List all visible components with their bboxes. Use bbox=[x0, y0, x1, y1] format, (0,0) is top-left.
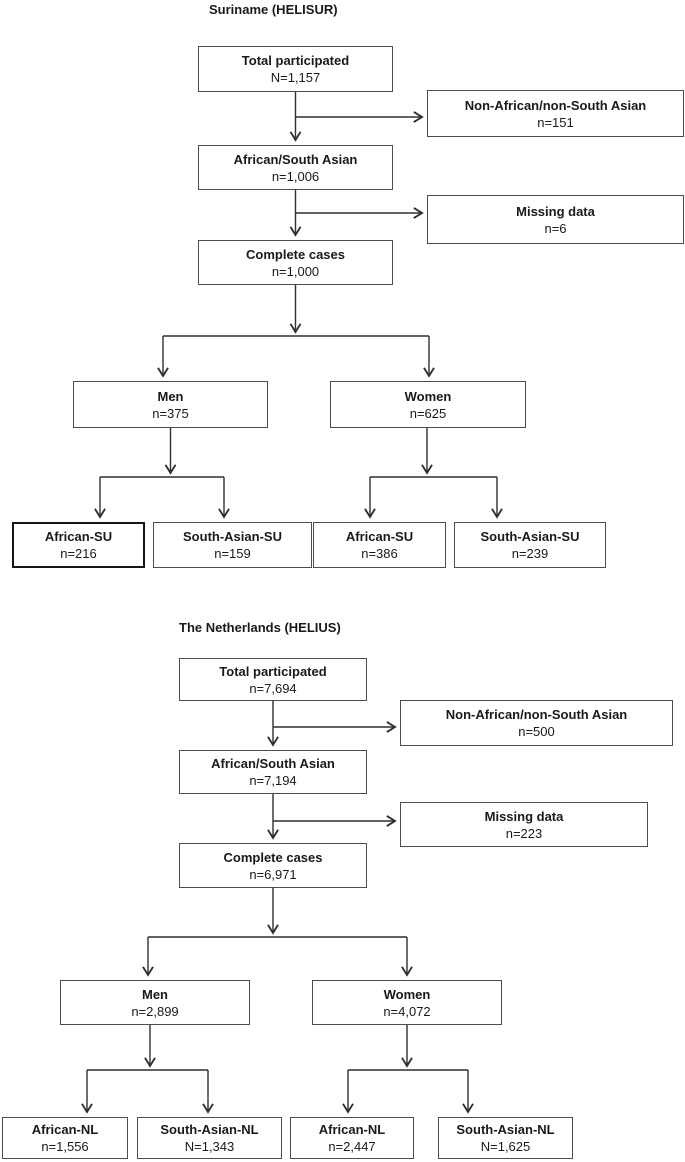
node-su-women-african bbox=[313, 522, 446, 568]
node-value: n=7,194 bbox=[249, 773, 297, 788]
node-value: n=159 bbox=[214, 546, 251, 561]
node-su-men-african bbox=[12, 522, 145, 568]
node-value: n=223 bbox=[505, 825, 543, 841]
node-label: African-NL bbox=[31, 1122, 99, 1137]
node-value: n=1,556 bbox=[41, 1139, 89, 1154]
node-nl-non-african-excluded bbox=[400, 700, 673, 746]
node-value: n=500 bbox=[518, 724, 555, 739]
node-label: Complete cases bbox=[246, 246, 345, 262]
node-value: n=151 bbox=[537, 114, 574, 130]
node-label: Men bbox=[142, 986, 168, 1002]
node-value: n=6 bbox=[544, 220, 567, 236]
node-label: African/South Asian bbox=[211, 756, 335, 771]
node-su-men-south-asian bbox=[153, 522, 312, 568]
node-label: African/South Asian bbox=[233, 151, 358, 167]
node-value: n=6,971 bbox=[249, 866, 297, 882]
node-label: African-SU bbox=[345, 529, 414, 544]
node-su-women bbox=[330, 381, 526, 428]
node-nl-missing-data bbox=[400, 802, 648, 847]
node-su-complete-cases bbox=[198, 240, 393, 285]
node-value: N=1,625 bbox=[480, 1139, 531, 1154]
node-value: n=625 bbox=[409, 405, 447, 421]
node-value: N=1,157 bbox=[270, 70, 321, 85]
node-label: South-Asian-NL bbox=[456, 1122, 555, 1137]
node-label: African-SU bbox=[44, 529, 113, 544]
section-title-netherlands: The Netherlands (HELIUS) bbox=[179, 620, 341, 635]
node-su-women-south-asian bbox=[454, 522, 606, 568]
node-nl-women-african bbox=[290, 1117, 414, 1159]
node-nl-women bbox=[312, 980, 502, 1025]
node-label: Non-African/non-South Asian bbox=[445, 707, 628, 722]
node-label: Women bbox=[383, 986, 431, 1002]
node-value: n=239 bbox=[511, 546, 549, 561]
section-title-suriname: Suriname (HELISUR) bbox=[209, 2, 338, 17]
node-nl-african-south-asian bbox=[179, 750, 367, 794]
node-label: Total participated bbox=[219, 663, 327, 679]
node-nl-total-participated bbox=[179, 658, 367, 701]
node-value: n=375 bbox=[152, 405, 189, 421]
node-label: Complete cases bbox=[223, 849, 323, 865]
node-label: South-Asian-SU bbox=[480, 529, 580, 544]
node-label: Men bbox=[157, 388, 184, 404]
node-su-african-south-asian bbox=[198, 145, 393, 190]
node-value: n=4,072 bbox=[383, 1003, 431, 1019]
node-su-total-participated bbox=[198, 46, 393, 92]
node-value: N=1,343 bbox=[184, 1139, 235, 1154]
node-value: n=7,694 bbox=[249, 680, 297, 696]
node-label: Total participated bbox=[241, 53, 350, 68]
node-su-missing-data bbox=[427, 195, 684, 244]
node-label: Missing data bbox=[516, 203, 595, 219]
node-nl-men-south-asian bbox=[137, 1117, 282, 1159]
node-value: n=216 bbox=[60, 546, 97, 561]
node-value: n=2,447 bbox=[328, 1139, 376, 1154]
node-label: Non-African/non-South Asian bbox=[464, 97, 647, 113]
node-label: Women bbox=[404, 388, 452, 404]
node-nl-men bbox=[60, 980, 250, 1025]
node-nl-women-south-asian bbox=[438, 1117, 573, 1159]
node-label: South-Asian-NL bbox=[160, 1122, 259, 1137]
node-label: South-Asian-SU bbox=[183, 529, 282, 544]
node-label: African-NL bbox=[318, 1122, 386, 1137]
node-nl-men-african bbox=[2, 1117, 128, 1159]
node-nl-complete-cases bbox=[179, 843, 367, 888]
node-su-non-african-excluded bbox=[427, 90, 684, 137]
node-value: n=1,000 bbox=[271, 263, 320, 279]
node-value: n=386 bbox=[361, 546, 398, 561]
node-label: Missing data bbox=[484, 808, 564, 824]
node-value: n=2,899 bbox=[131, 1003, 179, 1019]
node-value: n=1,006 bbox=[271, 168, 320, 184]
node-su-men bbox=[73, 381, 268, 428]
